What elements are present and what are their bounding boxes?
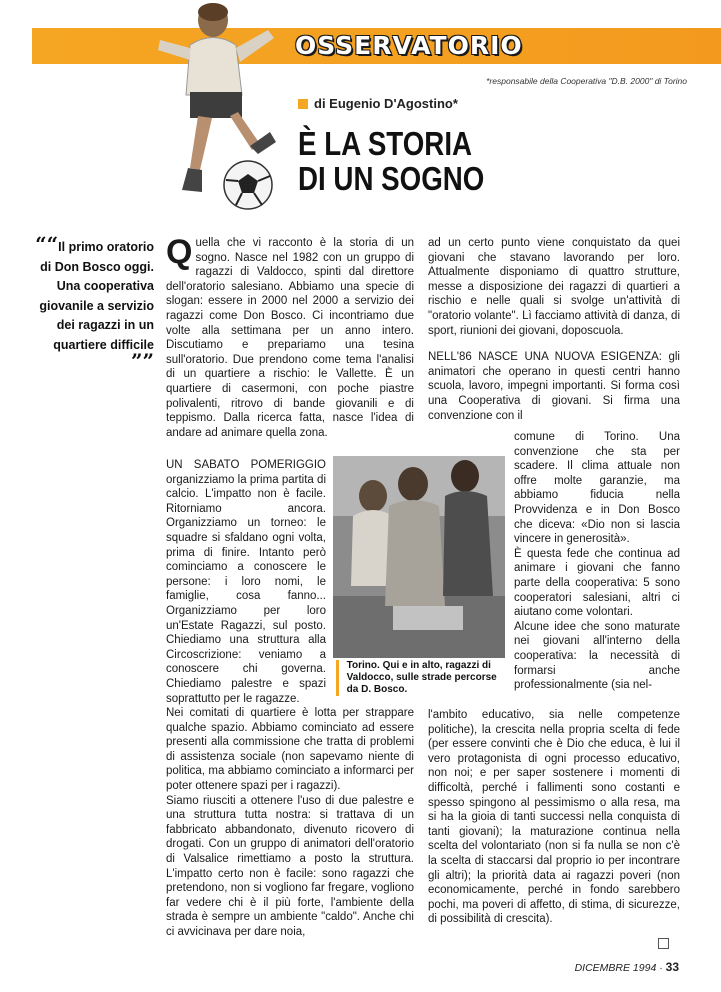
paragraph-8a: Alcune idee che sono maturate nei giovani all'interno della cooperativa: la necessità di formarsi anche professionalmente (sia nel- (514, 620, 680, 692)
paragraph-6a: NELL'86 NASCE UNA NUOVA ESIGENZA: gli animatori che operano in questi centri hanno scuola, lavoro, impegni importanti. Si forma così una Cooperativa di giovani. Si firma una convenzione con il (428, 351, 680, 422)
page-number: 33 (665, 960, 679, 974)
accent-square (298, 99, 308, 109)
title-line-1: È LA STORIA (298, 125, 473, 162)
byline: di Eugenio D'Agostino* (314, 96, 458, 111)
photo-caption: Torino. Qui e in alto, ragazzi di Valdocco, sulle strade percorse da D. Bosco. (346, 660, 497, 695)
pull-quote-text: Il primo oratorio di Don Bosco oggi. Una cooperativa giovanile a servizio dei ragazzi in un quartiere difficile (39, 240, 154, 352)
end-of-article-mark (658, 938, 669, 949)
section-title: OSSERVATORIO (295, 31, 523, 60)
paragraph-6b: comune di Torino. Una convenzione che sta per scadere. Il clima attuale non offre molte garanzie, ma abbiamo fiducia nella Provvidenza e in Don Bosco che diceva: «Dio non si lascia vincere in generosità». (514, 431, 680, 546)
paragraph-2: UN SABATO POMERIGGIO organizziamo la prima partita di calcio. L'impatto non è facile. Ritorniamo ancora. Organizziamo un torneo: le squadre si sfaldano ogni volta, prima di finire. Intanto però cominciamo a conoscere le persone: i loro nomi, le famiglie, cosa fanno... Organizziamo per loro un'Estate Ragazzi, sul posto. Chiediamo una struttura alla Circoscrizione: veniamo a conoscere chi governa. Chiediamo palestre e spazi soprattutto per le ragazze. (166, 459, 326, 705)
photo-caption-block (336, 660, 506, 696)
paragraph-3: Nei comitati di quartiere è lotta per strappare qualche spazio. Abbiamo cominciato ad essere presenti alla commissione che tratta di problemi di assistenza sociale (non sapevamo niente di politica, ma abbiamo cominciato a informarci per poter ottenere spazi per i ragazzi). (166, 707, 414, 792)
column-2-middle (514, 430, 680, 693)
open-quote-mark: ““ (35, 232, 59, 256)
paragraph-5: ad un certo punto viene conquistato da quei giovani che stavano lavorando per loro. Attualmente disponiamo di quattro strutture, messe a disposizione dei ragazzi di quartieri a rischio e nelle quali si svolge un'attività di "oratorio volante". Lì facciamo attività di danza, di sport, riunioni dei giovani, doposcuola. (428, 237, 680, 337)
column-1-bottom (166, 706, 414, 940)
page-footer (575, 960, 679, 974)
boy-kicking-ball-photo (150, 0, 290, 215)
author-note: *responsabile della Cooperativa "D.B. 2000" di Torino (486, 76, 687, 86)
boys-group-photo (333, 456, 505, 658)
issue-date: DICEMBRE 1994 (574, 962, 657, 974)
byline-block (298, 96, 458, 111)
drop-cap: Q (166, 233, 193, 271)
pull-quote (30, 232, 154, 375)
column-1-top (166, 233, 414, 440)
column-1-middle (166, 458, 326, 706)
article-title (298, 126, 550, 196)
paragraph-8b: l'ambito educativo, sia nelle competenze politiche), la crescita nella propria scelta di fede (per essere convinti che è Dio che educa, è lui il vero protagonista di ogni processo educativo, non noi; e per saper sostenere i momenti di difficoltà, perché i fallimenti sono costanti e spesso spingono al pessimismo o alla resa, ma si ha la gioia di tanti successi nella conquista di tanti giovani); la maturazione continua nella scelta del volontariato (non si fa nulla se non c'è la scelta di staccarsi dal proprio io per incontrare gli altri); la priorità data ai ragazzi poveri (non economicamente, perché in fondo sarebbero pochi, ma poveri di affetto, di stima, di sicurezze, di possibilità di crescita). (428, 709, 680, 926)
close-quote-mark: ”” (130, 349, 154, 373)
footer-separator: · (659, 962, 663, 974)
paragraph-4: Siamo riusciti a ottenere l'uso di due palestre e una struttura tutta nostra: si trattava di un fabbricato abbandonato, divenuto ricovero di drogati. Con un gruppo di animatori dell'oratorio di Valsalice rimettiamo a posto la struttura. L'impatto certo non è facile: sono ragazzi che pretendono, non si vogliono far fregare, vogliono far vedere chi è il più forte, l'ambiente della strada è sempre un ambiente "caldo". Anche chi ci avvicinava per dare noia, (166, 794, 414, 938)
caption-accent-bar (336, 660, 339, 696)
paragraph-7: È questa fede che continua ad animare i giovani che fanno parte della cooperativa: 5 sono cooperatori salesiani, altri ci aiutano come volontari. (514, 547, 680, 619)
paragraph-1: Quella che vi racconto è la storia di un sogno. Nasce nel 1982 con un gruppo di ragazzi di Valdocco, spinti dal direttore dell'oratorio salesiano. Abbiamo una specie di slogan: essere in 2000 nel 2000 a servizio dei ragazzi come Don Bosco. Ci incontriamo due volte alla settimana per un anno intero. Discutiamo e prepariamo una tesina sull'oratorio. Due prendono come tema l'analisi di un quartiere a rischio: le Vallette. È un quartiere di casermoni, con poche piastre polivalenti, ritrovo di bande giovanili e di teppismo. Dalla ricerca fatta, nasce l'idea di andare ad animare quella zona. (166, 233, 414, 439)
column-2-bottom (428, 708, 680, 927)
column-2-top (428, 236, 680, 423)
title-line-2: DI UN SOGNO (298, 160, 485, 197)
